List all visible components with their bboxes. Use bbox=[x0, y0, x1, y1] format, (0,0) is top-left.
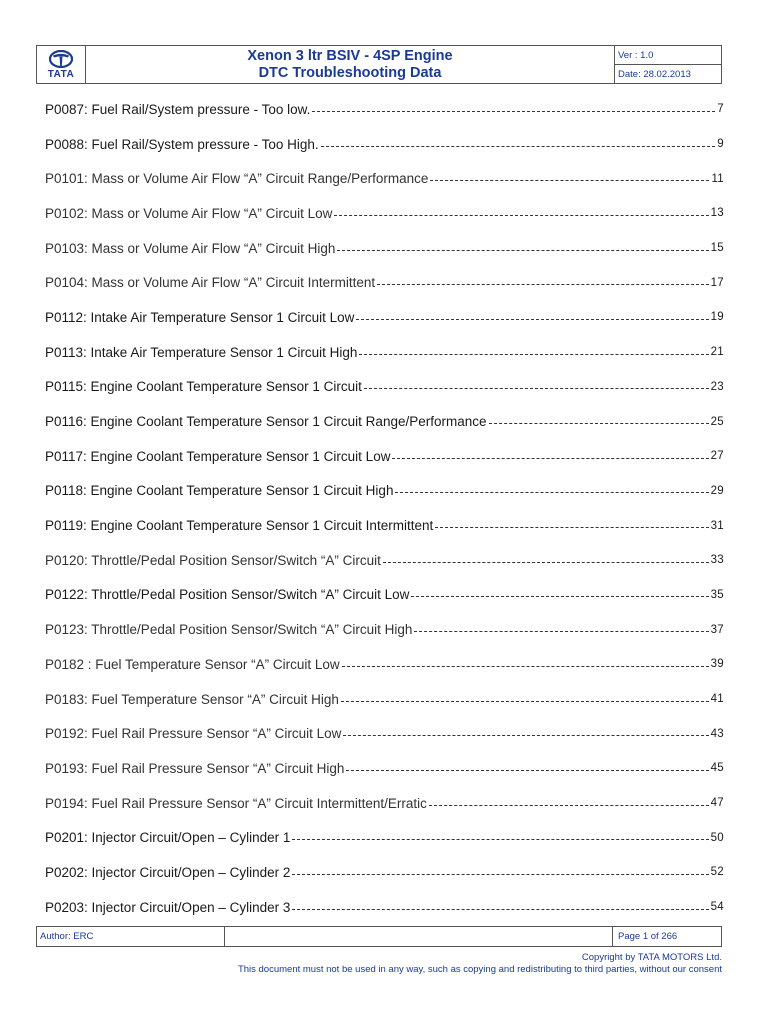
toc-entry[interactable] bbox=[45, 647, 724, 682]
toc-entry[interactable] bbox=[45, 890, 724, 925]
toc-entry-title: P0122: Throttle/Pedal Position Sensor/Switch “A” Circuit Low bbox=[45, 587, 410, 603]
toc-leader-dashes bbox=[341, 701, 709, 702]
toc-entry-title: P0116: Engine Coolant Temperature Sensor 1 Circuit Range/Performance bbox=[45, 414, 487, 430]
toc-entry-title: P0183: Fuel Temperature Sensor “A” Circuit High bbox=[45, 691, 339, 707]
logo-wordmark: TATA bbox=[47, 68, 75, 80]
toc-leader-dashes bbox=[292, 909, 708, 910]
toc-entry-title: P0101: Mass or Volume Air Flow “A” Circuit Range/Performance bbox=[45, 171, 429, 187]
document-footer bbox=[36, 926, 722, 947]
toc-entry-page: 43 bbox=[710, 727, 724, 740]
toc-entry[interactable] bbox=[45, 196, 724, 231]
toc-leader-dashes bbox=[430, 180, 709, 181]
toc-entry-page: 29 bbox=[710, 484, 724, 497]
toc-entry-page: 50 bbox=[710, 831, 724, 844]
title-line-2: DTC Troubleshooting Data bbox=[258, 64, 442, 81]
toc-leader-dashes bbox=[414, 631, 708, 632]
toc-leader-dashes bbox=[342, 666, 709, 667]
document-header bbox=[36, 45, 722, 84]
toc-entry[interactable] bbox=[45, 716, 724, 751]
toc-leader-dashes bbox=[395, 492, 708, 493]
title-line-1: Xenon 3 ltr BSIV - 4SP Engine bbox=[247, 47, 453, 64]
toc-entry-title: P0088: Fuel Rail/System pressure - Too High. bbox=[45, 136, 319, 152]
toc-leader-dashes bbox=[383, 562, 709, 563]
toc-leader-dashes bbox=[334, 215, 708, 216]
toc-entry-title: P0202: Injector Circuit/Open – Cylinder 2 bbox=[45, 864, 291, 880]
toc-entry[interactable] bbox=[45, 404, 724, 439]
toc-entry-title: P0117: Engine Coolant Temperature Sensor 1 Circuit Low bbox=[45, 448, 391, 464]
toc-leader-dashes bbox=[292, 874, 708, 875]
document-meta bbox=[614, 46, 721, 83]
toc-entry[interactable] bbox=[45, 508, 724, 543]
toc-entry-title: P0113: Intake Air Temperature Sensor 1 Circuit High bbox=[45, 344, 358, 360]
version-label: Ver : 1.0 bbox=[615, 46, 721, 65]
toc-entry-title: P0123: Throttle/Pedal Position Sensor/Switch “A” Circuit High bbox=[45, 622, 413, 638]
toc-entry-page: 17 bbox=[710, 276, 724, 289]
toc-entry-title: P0087: Fuel Rail/System pressure - Too low. bbox=[45, 101, 311, 117]
toc-entry-title: P0115: Engine Coolant Temperature Sensor 1 Circuit bbox=[45, 379, 362, 395]
table-of-contents bbox=[45, 92, 724, 925]
toc-entry[interactable] bbox=[45, 231, 724, 266]
toc-entry[interactable] bbox=[45, 370, 724, 405]
toc-leader-dashes bbox=[411, 596, 708, 597]
toc-entry-page: 19 bbox=[710, 311, 724, 324]
toc-leader-dashes bbox=[346, 770, 708, 771]
toc-entry[interactable] bbox=[45, 335, 724, 370]
copyright-block bbox=[238, 952, 722, 976]
toc-leader-dashes bbox=[321, 146, 716, 147]
toc-entry-page: 25 bbox=[710, 415, 724, 428]
toc-entry-page: 37 bbox=[710, 623, 724, 636]
toc-entry[interactable] bbox=[45, 786, 724, 821]
toc-entry-page: 27 bbox=[710, 450, 724, 463]
toc-entry-page: 7 bbox=[717, 103, 724, 116]
toc-entry-page: 31 bbox=[710, 519, 724, 532]
tata-logo bbox=[37, 46, 86, 83]
toc-entry[interactable] bbox=[45, 439, 724, 474]
usage-notice: This document must not be used in any way, such as copying and redistributing to third parties, without our consent bbox=[237, 964, 722, 975]
toc-leader-dashes bbox=[377, 284, 708, 285]
toc-entry-title: P0119: Engine Coolant Temperature Sensor 1 Circuit Intermittent bbox=[45, 518, 434, 534]
toc-entry-page: 13 bbox=[710, 207, 724, 220]
toc-leader-dashes bbox=[356, 319, 708, 320]
footer-spacer bbox=[225, 927, 612, 946]
date-label: Date: 28.02.2013 bbox=[618, 68, 691, 80]
toc-leader-dashes bbox=[429, 805, 709, 806]
toc-entry-page: 21 bbox=[710, 346, 724, 359]
toc-entry[interactable] bbox=[45, 578, 724, 613]
toc-entry-page: 47 bbox=[710, 797, 724, 810]
toc-entry[interactable] bbox=[45, 751, 724, 786]
toc-entry[interactable] bbox=[45, 161, 724, 196]
toc-leader-dashes bbox=[343, 735, 708, 736]
toc-entry-title: P0103: Mass or Volume Air Flow “A” Circuit High bbox=[45, 240, 336, 256]
toc-entry[interactable] bbox=[45, 612, 724, 647]
toc-entry[interactable] bbox=[45, 820, 724, 855]
toc-entry-title: P0182 : Fuel Temperature Sensor “A” Circuit Low bbox=[45, 656, 340, 672]
toc-entry-page: 54 bbox=[710, 901, 724, 914]
toc-entry-page: 45 bbox=[710, 762, 724, 775]
toc-entry-page: 11 bbox=[711, 172, 724, 185]
toc-entry[interactable] bbox=[45, 855, 724, 890]
toc-entry-title: P0201: Injector Circuit/Open – Cylinder 1 bbox=[45, 830, 291, 846]
toc-entry-page: 35 bbox=[710, 588, 724, 601]
toc-leader-dashes bbox=[312, 111, 715, 112]
toc-entry-page: 52 bbox=[710, 866, 724, 879]
author-label: Author: ERC bbox=[37, 927, 225, 946]
toc-entry[interactable] bbox=[45, 682, 724, 717]
toc-leader-dashes bbox=[292, 839, 708, 840]
toc-leader-dashes bbox=[489, 423, 709, 424]
toc-entry-title: P0104: Mass or Volume Air Flow “A” Circuit Intermittent bbox=[45, 275, 376, 291]
toc-entry[interactable] bbox=[45, 474, 724, 509]
toc-leader-dashes bbox=[337, 250, 708, 251]
toc-entry-page: 15 bbox=[710, 242, 724, 255]
toc-entry[interactable] bbox=[45, 543, 724, 578]
toc-entry-page: 9 bbox=[717, 138, 724, 151]
toc-entry-title: P0203: Injector Circuit/Open – Cylinder 3 bbox=[45, 899, 291, 915]
toc-entry-title: P0118: Engine Coolant Temperature Sensor 1 Circuit High bbox=[45, 483, 394, 499]
page-number: Page 1 of 266 bbox=[612, 927, 721, 946]
toc-leader-dashes bbox=[359, 354, 708, 355]
tata-logo-icon bbox=[49, 50, 73, 68]
toc-leader-dashes bbox=[435, 527, 708, 528]
toc-entry[interactable] bbox=[45, 265, 724, 300]
toc-entry-page: 33 bbox=[710, 554, 724, 567]
toc-leader-dashes bbox=[392, 458, 708, 459]
toc-entry-title: P0102: Mass or Volume Air Flow “A” Circuit Low bbox=[45, 205, 333, 221]
toc-entry-title: P0192: Fuel Rail Pressure Sensor “A” Circuit Low bbox=[45, 726, 342, 742]
toc-entry-title: P0194: Fuel Rail Pressure Sensor “A” Circuit Intermittent/Erratic bbox=[45, 795, 427, 811]
toc-entry-title: P0193: Fuel Rail Pressure Sensor “A” Circuit High bbox=[45, 760, 345, 776]
toc-entry[interactable] bbox=[45, 92, 724, 127]
toc-entry-page: 23 bbox=[710, 380, 724, 393]
toc-entry-title: P0120: Throttle/Pedal Position Sensor/Switch “A” Circuit bbox=[45, 552, 381, 568]
toc-entry[interactable] bbox=[45, 300, 724, 335]
toc-leader-dashes bbox=[364, 388, 709, 389]
copyright-text: Copyright by TATA MOTORS Ltd. bbox=[581, 952, 722, 963]
toc-entry-title: P0112: Intake Air Temperature Sensor 1 Circuit Low bbox=[45, 309, 355, 325]
document-title bbox=[86, 46, 614, 83]
toc-entry-page: 39 bbox=[710, 658, 724, 671]
toc-entry-page: 41 bbox=[710, 693, 724, 706]
toc-entry[interactable] bbox=[45, 127, 724, 162]
